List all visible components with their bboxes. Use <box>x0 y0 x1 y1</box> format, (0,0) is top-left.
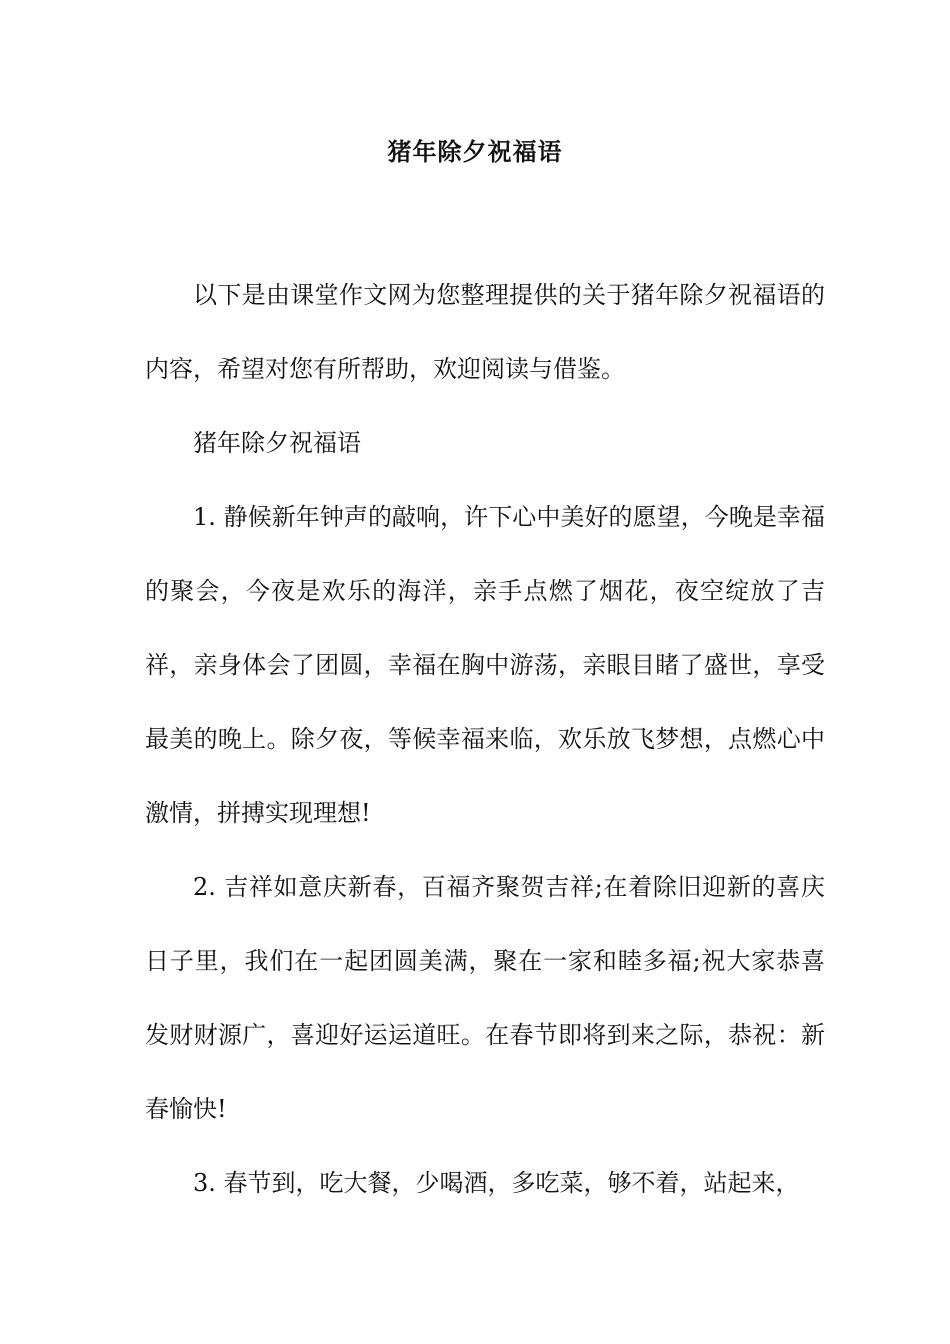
paragraph-subheading: 猪年除夕祝福语 <box>193 429 361 457</box>
paragraph-item-2: 2. 吉祥如意庆新春，百福齐聚贺吉祥;在着除旧迎新的喜庆日子里，我们在一起团圆美满，聚在一家和睦多福;祝大家恭喜发财财源广，喜迎好运运道旺。在春节即将到来之际，恭祝：新春愉快! <box>145 873 825 1123</box>
paragraph-item-3: 3. 春节到，吃大餐，少喝酒，多吃菜，够不着，站起来， <box>193 1169 800 1197</box>
document-body <box>145 258 825 1220</box>
document-title: 猪年除夕祝福语 <box>387 138 563 166</box>
paragraph-item-1: 1. 静候新年钟声的敲响，许下心中美好的愿望，今晚是幸福的聚会，今夜是欢乐的海洋，亲手点燃了烟花，夜空绽放了吉祥，亲身体会了团圆，幸福在胸中游荡，亲眼目睹了盛世，享受最美的晚上。除夕夜，等候幸福来临，欢乐放飞梦想，点燃心中激情，拼搏实现理想! <box>145 503 825 827</box>
paragraph-intro: 以下是由课堂作文网为您整理提供的关于猪年除夕祝福语的内容，希望对您有所帮助，欢迎阅读与借鉴。 <box>145 281 825 383</box>
